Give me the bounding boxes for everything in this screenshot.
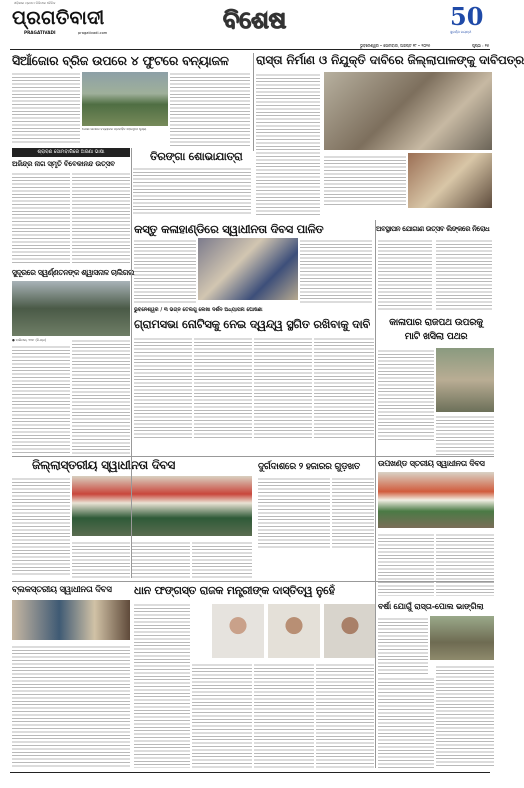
landslide-photo [436,348,494,412]
article-text [314,336,374,440]
column-divider [253,53,254,151]
event-photo [408,153,492,208]
dateline: ଭୁବନେଶ୍ୱର • ସୋମବାର, ଅଗଷ୍ଟ ୧୮ • ୨୦୨୫ [360,43,431,48]
anniversary-text: ସୁବର୍ଣ୍ଣ ଜୟନ୍ତୀ [450,30,472,34]
article-text [12,71,80,145]
masthead-site: pragativadi.com [78,31,108,35]
headline-block-day: ବ୍ଲକସ୍ତରୀୟ ସ୍ୱାଧୀନତା ଦିବସ [12,585,112,595]
article-text [378,532,434,596]
masthead-logo: ପ୍ରଗତିବାଦୀ [12,7,105,29]
masthead-tagline: ଓଡ଼ିଶାର ପ୍ରଥମ ଡିଜିଟାଲ ଦୈନିକ [14,1,56,5]
article-text [192,662,252,768]
headline-district-day: ଜିଲ୍ଲାସ୍ତରୀୟ ସ୍ୱାଧୀନତା ଦିବସ [32,458,176,472]
section-divider [12,581,494,582]
headline-kalapara-2: ମାଟି ଖସିଲା ପଥର [404,331,468,342]
article-text [436,532,494,596]
minister-photo [212,604,264,658]
article-text [134,238,196,304]
headline-vivekananda: ଅଜିନ୍ଦ୍ର ନାଗ ସ୍ମୃତି ବିବେକାନନ୍ଦ ଉତ୍ସବ [12,159,115,168]
article-text [436,414,494,456]
section-title: ବିଶେଷ [223,6,287,34]
headline-tiranga: ତିରଙ୍ଗା ଶୋଭାଯାତ୍ରା [150,150,243,163]
article-text [132,540,190,580]
column-divider [375,220,376,768]
article-text [436,238,492,312]
article-text [254,662,314,768]
article-text [378,348,434,440]
article-text [258,476,330,550]
masthead-logo-sub: PRAGATIVADI [24,30,56,35]
headline-durgadas: ଦୁର୍ଗଦାଶରେ ୨ ହଜାରର ଗୁଡ଼ଖତ [258,462,361,472]
article-text [436,664,494,768]
headline-gramsabha: ଗ୍ରାମସଭା ନୋଟିସକୁ ନେଇ ଦ୍ୱନ୍ଦ୍ୱ ସ୍ଥଗିତ ରଖିବାକୁ ଦାବି [134,317,370,331]
block-photo [12,600,130,640]
section-divider [12,456,494,457]
headline-subdivision: ଉପଖଣ୍ଡ ସ୍ତରୀୟ ସ୍ୱାଧୀନତା ଦିବସ [378,459,485,468]
masthead [0,0,500,48]
kicker-bar: ଶ୍ରାବଣ ସୋମବାରିରେ ଅଜଣା ଭାଷା [12,148,130,157]
article-text [72,338,130,454]
article-text [12,171,70,263]
photo-caption: ପୋଲ ଉପରେ ବନ୍ୟାଜଳ ପ୍ରବାହିତ ହେଉଥିବା ଦୃଶ୍ୟ [82,127,147,131]
parade-photo [72,476,252,536]
article-text [316,662,374,768]
article-text [72,540,130,580]
article-text [134,602,190,768]
page-number: ପୃଷ୍ଠା : ୧୫ [472,43,490,48]
article-text [254,336,312,440]
article-text [192,540,252,580]
headline-rain-road: ବର୍ଷା ଯୋଗୁଁ ରାସ୍ତା-ପୋଲ ଭାଙ୍ଗିଲା [378,601,484,611]
article-text [300,238,372,304]
footer-rule [10,772,490,773]
article-text [332,476,374,550]
anniversary-logo [446,4,492,38]
group-photo [12,281,130,336]
headline-kalahandi: କସ୍ତୁ କଳାହାଣ୍ଡିରେ ସ୍ୱାଧୀନତା ଦିବସ ପାଳିତ [134,222,324,236]
kicker-gramsabha: ଭୁବନେଶ୍ୱର / ୩ ଭଗ୍ନ ତେଲଗୁ ଲେଖା ଦର୍ଶନ ଅଧ୍ୟାପନା ଘୋଷଣା [134,307,263,313]
article-text [170,71,250,147]
article-text [12,344,70,454]
headline-swarna: ସୁଦୂରରେ ସ୍ୱର୍ଣ୍ଣତନଙ୍କ ଶ୍ୱାସନାଳ ଚାଲିଗଲ [12,268,135,277]
article-text [378,616,428,674]
article-text [324,154,406,207]
mla-photo [324,604,376,658]
article-text [378,238,432,312]
flood-photo [82,72,168,126]
headline-ancillary: ଅବସ୍ଥାପନ ଯୋଗାଣ ଉତ୍ସବ ଲିଙ୍କରେ ନିରୋଧ [376,225,490,233]
column-divider [131,148,132,578]
article-text [256,72,320,217]
masthead-rule [10,49,490,50]
article-text [194,336,252,440]
memorandum-photo [324,72,492,150]
headline-road-demand: ରାସ୍ତା ନିର୍ମାଣ ଓ ନିଯୁକ୍ତି ଦାବିରେ ଜିଲ୍ଲାପାଳଙ୍କୁ ଦାବିପତ୍ର [256,53,524,67]
article-text [72,171,130,263]
dateline-sample: ● ବାରିପଦା, ୧୭ା୮ (ନି.ପ୍ର) [12,338,46,342]
broken-road-photo [430,616,494,660]
headline-bridge-flood: ସିଆଁଜୋର ବ୍ରିଜ ଉପରେ ୪ ଫୁଟରେ ବନ୍ୟାଜଳ [12,53,229,68]
article-text [133,166,251,216]
subdivision-photo [378,472,494,528]
anniversary-number: 50 [450,2,484,31]
article-text [12,644,130,768]
headline-kalapara: କାଳାପାର ରାଜପଥ ଉପରକୁ [389,317,483,328]
article-text [378,676,434,768]
article-text [134,336,192,440]
kalahandi-photo [198,238,298,300]
headline-paddy: ଧାନ ଫଙ୍ଗସ୍ତ ରାଜକ ମନ୍ତ୍ରୀଙ୍କ ଦାସ୍ତିତ୍ୱ ନୁହେଁ [134,584,335,597]
article-text [12,476,70,576]
leader-photo [268,604,320,658]
